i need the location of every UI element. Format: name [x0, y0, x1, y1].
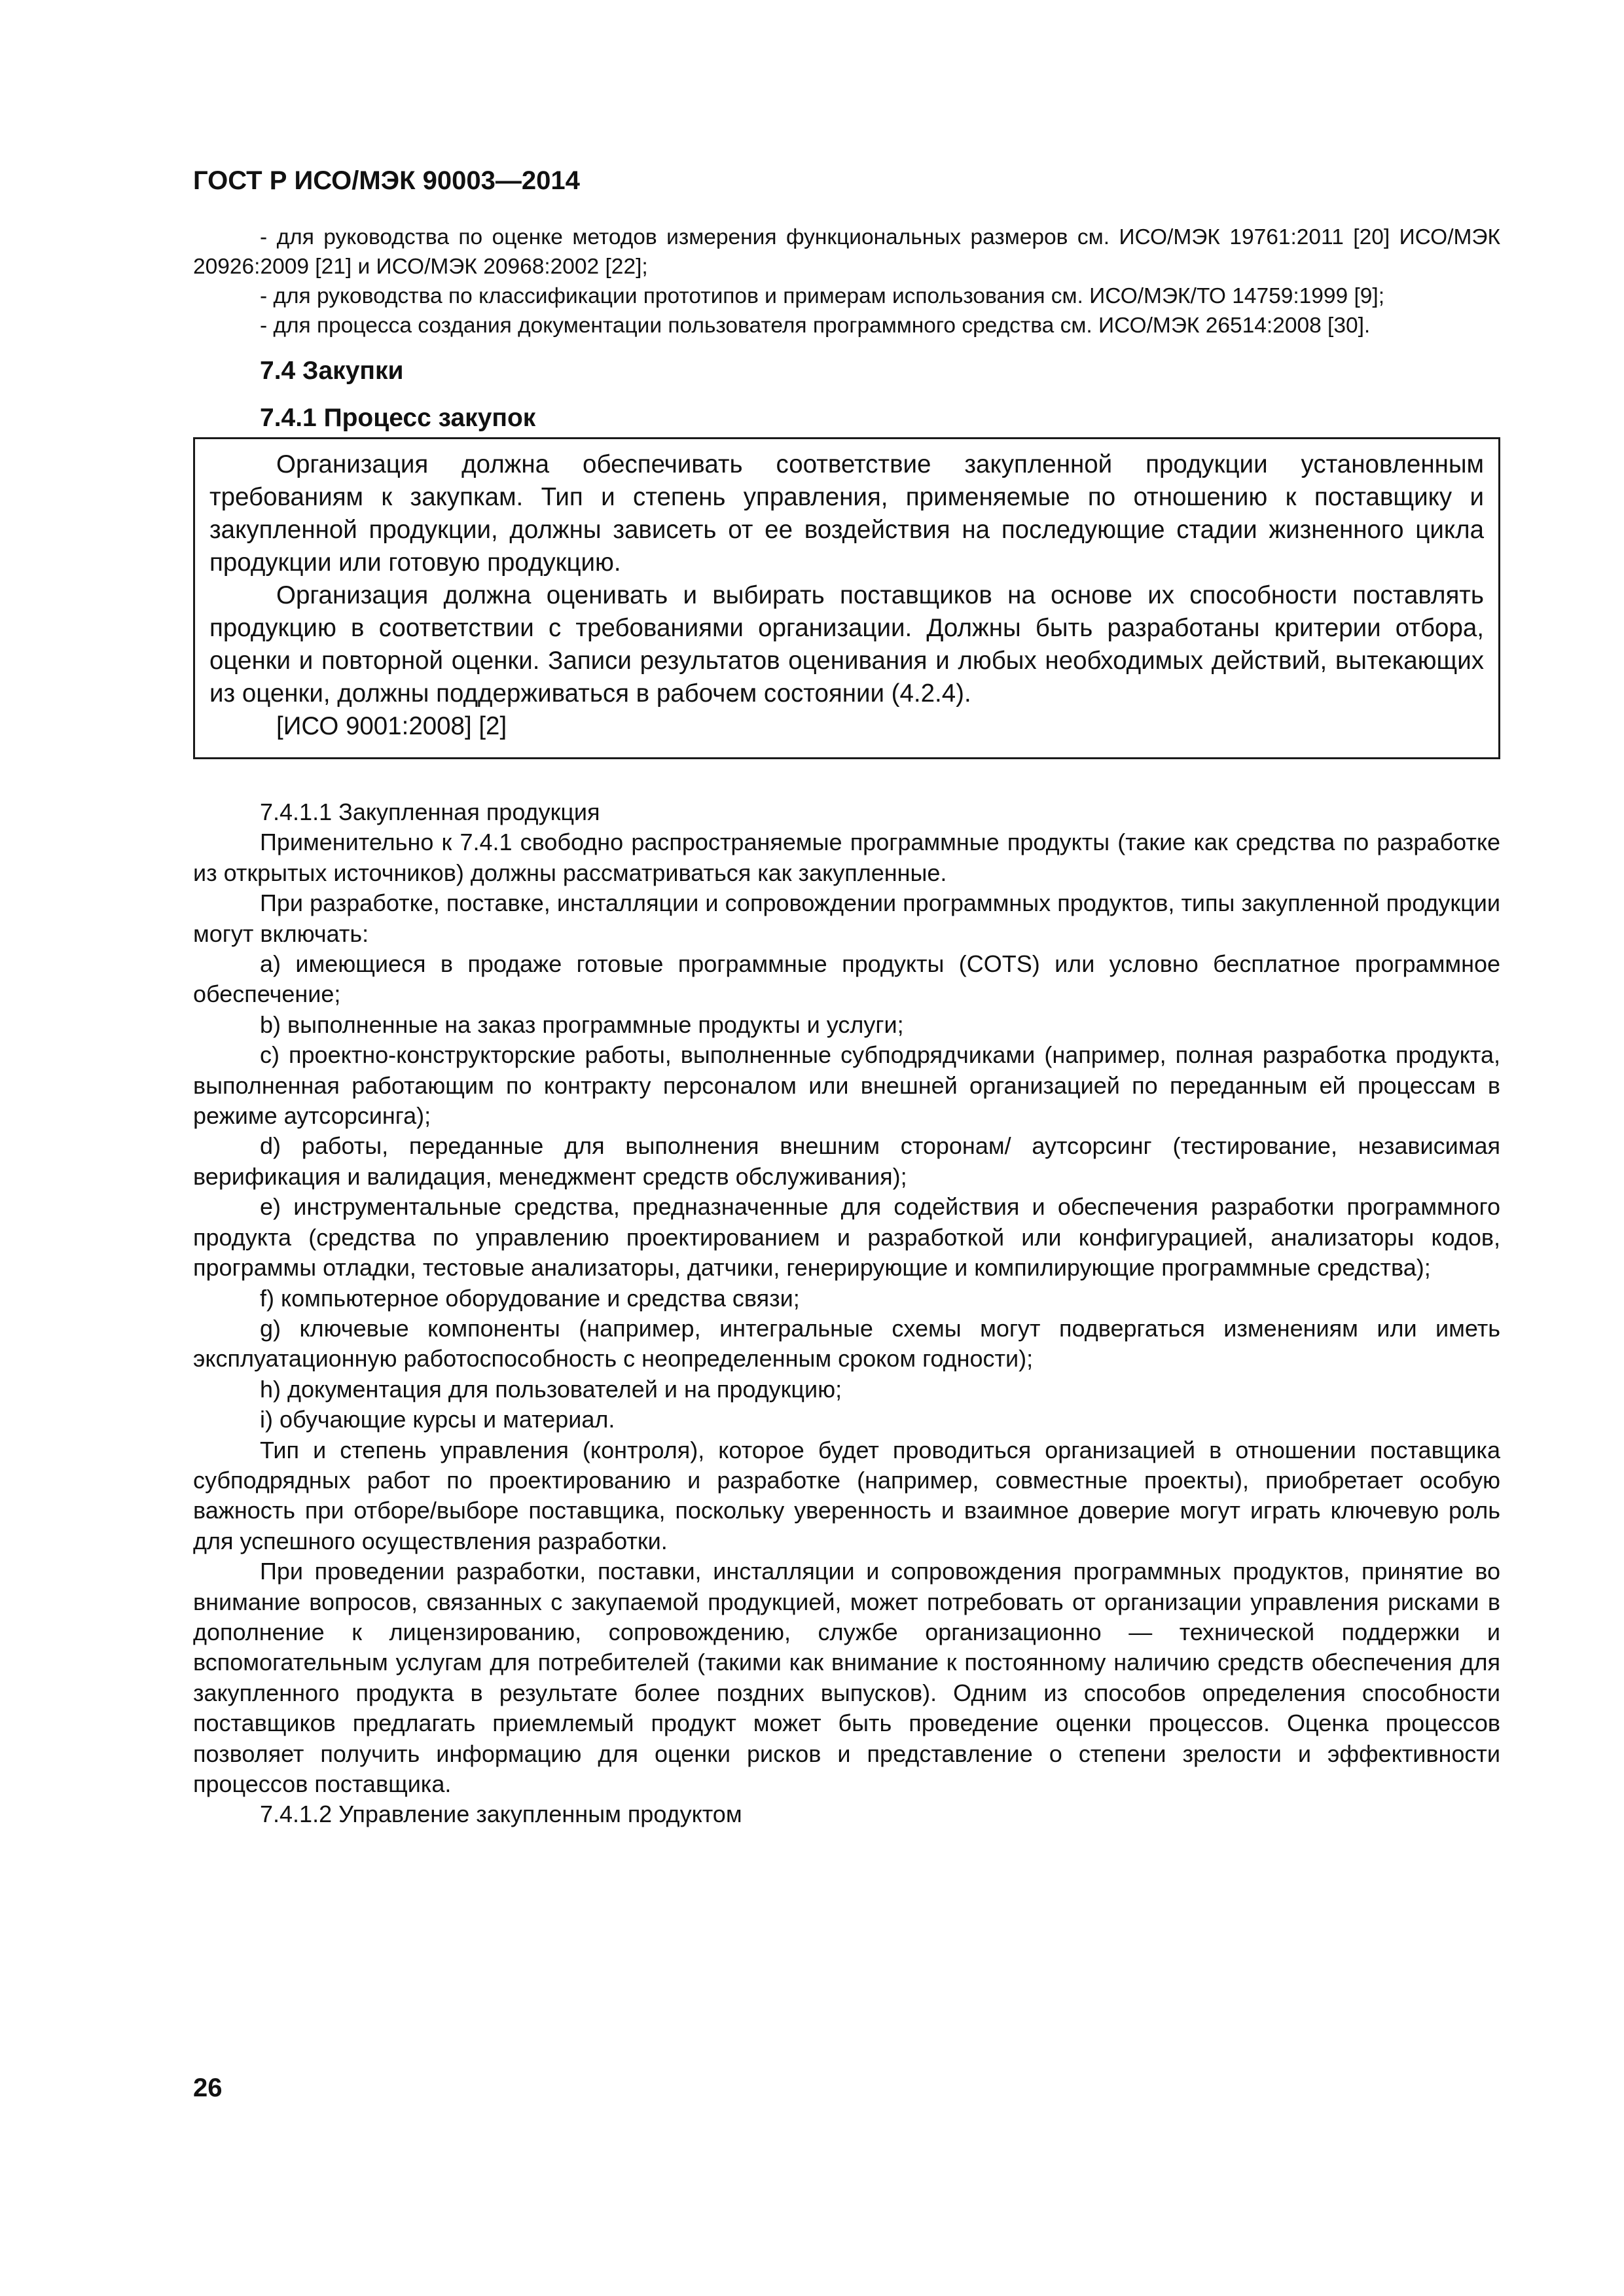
list-item: d) работы, переданные для выполнения внешним сторонам/ аутсорсинг (тестирование, независимая верификация и валидация, менеджмент средств обслуживания);: [193, 1132, 1500, 1190]
list-item: a) имеющиеся в продаже готовые программные продукты (COTS) или условно бесплатное программное обеспечение;: [193, 950, 1500, 1008]
reference-item: - для процесса создания документации пользователя программного средства см. ИСО/МЭК 26514:2008 [30].: [260, 314, 1371, 338]
section-heading: 7.4 Закупки: [260, 357, 404, 385]
paragraph: Тип и степень управления (контроля), которое будет проводиться организацией в отношении поставщика субподрядных работ по проектированию и разработке (например, совместные проекты), приобретает особую важность при отборе/выборе поставщика, поскольку уверенность и взаимное доверие могут играть ключевую роль для успешного осуществления разработки.: [193, 1436, 1500, 1554]
paragraph: При проведении разработки, поставки, инсталляции и сопровождения программных продуктов, принятие во внимание вопросов, связанных с закупаемой продукцией, может потребовать от организации управления рисками в дополнение к лицензированию, сопровождению, службе организационно — технической поддержки и вспомогательным услугам для потребителей (такими как внимание к постоянному наличию средств обеспечения для закупленного продукта в результате более поздних выпусков). Одним из способов определения способности поставщиков предлагать приемлемый продукт может быть проведение оценки процессов. Оценка процессов позволяет получить информацию для оценки рисков и представление о степени зрелости и эффективности процессов поставщика.: [193, 1558, 1500, 1797]
document-header: ГОСТ Р ИСО/МЭК 90003—2014: [193, 166, 580, 195]
reference-item: - для руководства по оценке методов измерения функциональных размеров см. ИСО/МЭК 19761:2011 [20] ИСО/МЭК 20926:2009 [21] и ИСО/МЭК 20968:2002 [22];: [193, 225, 1500, 279]
reference-item: - для руководства по классификации прототипов и примерам использования см. ИСО/МЭК/ТО 14759:1999 [9];: [260, 284, 1385, 308]
paragraph: Применительно к 7.4.1 свободно распространяемые программные продукты (такие как средства по разработке из открытых источников) должны рассматриваться как закупленные.: [193, 829, 1500, 886]
page-number: 26: [193, 2073, 223, 2102]
list-item: b) выполненные на заказ программные продукты и услуги;: [260, 1011, 904, 1038]
box-source: [ИСО 9001:2008] [2]: [276, 712, 507, 740]
box-paragraph: Организация должна оценивать и выбирать поставщиков на основе их способности поставлять продукцию в соответствии с требованиями организации. Должны быть разработаны критерии отбора, оценки и повторной оценки. Записи результатов оценивания и любых необходимых действий, вытекающих из оценки, должны поддерживаться в рабочем состоянии (4.2.4).: [209, 581, 1484, 708]
quoted-requirement-box: [193, 437, 1500, 759]
list-item: h) документация для пользователей и на продукцию;: [260, 1375, 842, 1403]
box-paragraph: Организация должна обеспечивать соответствие закупленной продукции установленным требованиям к закупкам. Тип и степень управления, применяемые по отношению к поставщику и закупленной продукции, должны зависеть от ее воздействия на последующие стадии жизненного цикла продукции или готовую продукцию.: [209, 450, 1484, 577]
paragraph: При разработке, поставке, инсталляции и сопровождении программных продуктов, типы закупленной продукции могут включать:: [193, 889, 1500, 947]
list-item: c) проектно-конструкторские работы, выполненные субподрядчиками (например, полная разработка продукта, выполненная работающим по контракту персоналом или внешней организацией по переданным ей процессам в режиме аутсорсинга);: [193, 1041, 1500, 1130]
list-item: i) обучающие курсы и материал.: [260, 1406, 615, 1433]
document-body: [193, 223, 1500, 1830]
clause-title: 7.4.1.2 Управление закупленным продуктом: [260, 1801, 742, 1828]
list-item: g) ключевые компоненты (например, интегральные схемы могут подвергаться изменениям или иметь эксплуатационную работоспособность с неопределенным сроком годности);: [193, 1314, 1500, 1372]
clause-title: 7.4.1.1 Закупленная продукция: [260, 798, 600, 825]
subsection-heading: 7.4.1 Процесс закупок: [260, 404, 536, 432]
list-item: e) инструментальные средства, предназначенные для содействия и обеспечения разработки программного продукта (средства по управлению проектированием и разработкой или конфигурацией, анализаторы кодов, программы отладки, тестовые анализаторы, датчики, генерирующие и компилирующие программные средства);: [193, 1193, 1500, 1282]
list-item: f) компьютерное оборудование и средства связи;: [260, 1284, 800, 1312]
